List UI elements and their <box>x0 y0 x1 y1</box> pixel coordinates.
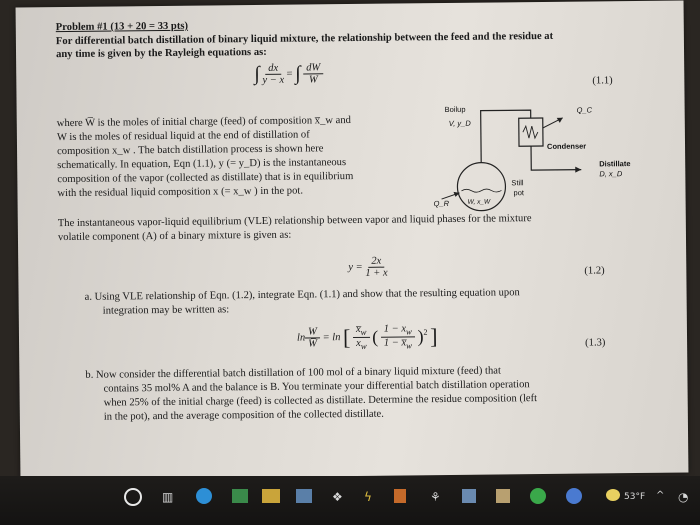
part-b-line-3: when 25% of the initial charge (feed) is collected as distillate. Determine the residue composition (left <box>103 393 538 409</box>
para-line-3: composition x_w . The batch distillation process is shown here <box>57 143 324 158</box>
vle-line-2: volatile component (A) of a binary mixture is given as: <box>57 229 292 244</box>
qr-label: Q_R <box>433 198 450 209</box>
batch-distillation-diagram <box>430 93 649 215</box>
still-label: Still <box>511 178 524 188</box>
app-icon-tan[interactable] <box>496 489 510 503</box>
network-icon[interactable]: ◔ <box>678 490 689 504</box>
para-line-1: where W̅ is the moles of initial charge (feed) of composition x̅_w and <box>56 115 352 130</box>
para-line-6: with the residual liquid composition x (= x_w ) in the pot. <box>57 185 304 200</box>
windows-taskbar <box>0 476 700 525</box>
para-line-2: W is the moles of residual liquid at the end of distillation of <box>56 129 310 144</box>
qc-label: Q_C <box>576 105 593 115</box>
app-icon-blue[interactable] <box>296 489 312 503</box>
intro-line-1: For differential batch distillation of binary liquid mixture, the relationship between the feed and the residue at <box>55 30 554 48</box>
distillate-label: Distillate <box>599 159 631 169</box>
weather-icon <box>606 489 620 501</box>
file-explorer-icon[interactable] <box>262 489 280 503</box>
problem-title: Problem #1 (13 + 20 = 33 pts) <box>55 20 189 34</box>
temperature-readout[interactable]: 53°F <box>624 492 646 502</box>
pot-label: pot <box>513 188 524 198</box>
part-b-line-4: in the pot), and the average composition of the collected distillate. <box>103 408 384 423</box>
part-b-line-2: contains 35 mol% A and the balance is B. You terminate your differential batch distillation operation <box>103 379 530 395</box>
search-icon[interactable] <box>124 488 142 506</box>
boilup-label: Boilup <box>444 104 466 115</box>
textbook-page <box>16 1 689 480</box>
equation-1-2-number: (1.2) <box>584 265 605 277</box>
equation-1-2: y = $\frac{2x}{1 + x}$ <box>348 255 388 279</box>
part-a-line-2: integration may be written as: <box>102 304 230 317</box>
teams-icon[interactable]: ⚘ <box>430 490 441 504</box>
para-line-4: schematically. In equation, Eqn (1.1), y (= y_D) is the instantaneous <box>57 157 347 172</box>
equation-1-1: ∫ $\frac{dx}{y - x}$ = ∫ $\frac{dW}{W}$ <box>254 62 323 86</box>
vle-line-1: The instantaneous vapor-liquid equilibrium (VLE) relationship between vapor and liquid phases for the mixture <box>57 213 532 230</box>
dropbox-icon[interactable]: ❖ <box>332 490 343 504</box>
boilup-vars: V, y_D <box>448 118 471 128</box>
app-icon-green[interactable] <box>232 489 248 503</box>
distillate-arrowhead <box>575 167 581 173</box>
intro-line-2: any time is given by the Rayleigh equations as: <box>55 46 267 61</box>
part-b-line-1: b. Now consider the differential batch distillation of 100 mol of a binary liquid mixture (feed) that <box>85 365 501 381</box>
condenser-coil <box>523 126 538 138</box>
condenser-label: Condenser <box>546 141 587 151</box>
app-icon-steel[interactable] <box>462 489 476 503</box>
equation-1-3-number: (1.3) <box>585 337 606 349</box>
equation-1-1-number: (1.1) <box>592 75 613 87</box>
task-view-icon[interactable]: ▥ <box>162 490 174 504</box>
pot-contents-label: W, x_W <box>467 198 491 206</box>
equation-1-3: ln $\frac{W}{W̅}$ = ln [ $\frac{x̅_w}{x_w}$ ( $\frac{1 - x_w}{1 - x̅_w}$ )$^2$ ] <box>296 323 438 352</box>
chrome-icon[interactable] <box>530 488 546 504</box>
app-icon-bolt[interactable]: ϟ <box>364 490 372 504</box>
chevron-up-icon[interactable]: ^ <box>656 490 665 501</box>
para-line-5: composition of the vapor (collected as distillate) that is in equilibrium <box>57 170 354 186</box>
help-icon[interactable] <box>566 488 582 504</box>
app-icon-orange[interactable] <box>394 489 406 503</box>
edge-browser-icon[interactable] <box>196 488 212 504</box>
distillate-vars: D, x_D <box>599 169 623 179</box>
liquid-level <box>461 189 501 192</box>
condenser-shape <box>519 118 543 146</box>
part-a-line-1: a. Using VLE relationship of Eqn. (1.2), integrate Eqn. (1.1) and show that the resulting equation upon <box>84 287 520 303</box>
